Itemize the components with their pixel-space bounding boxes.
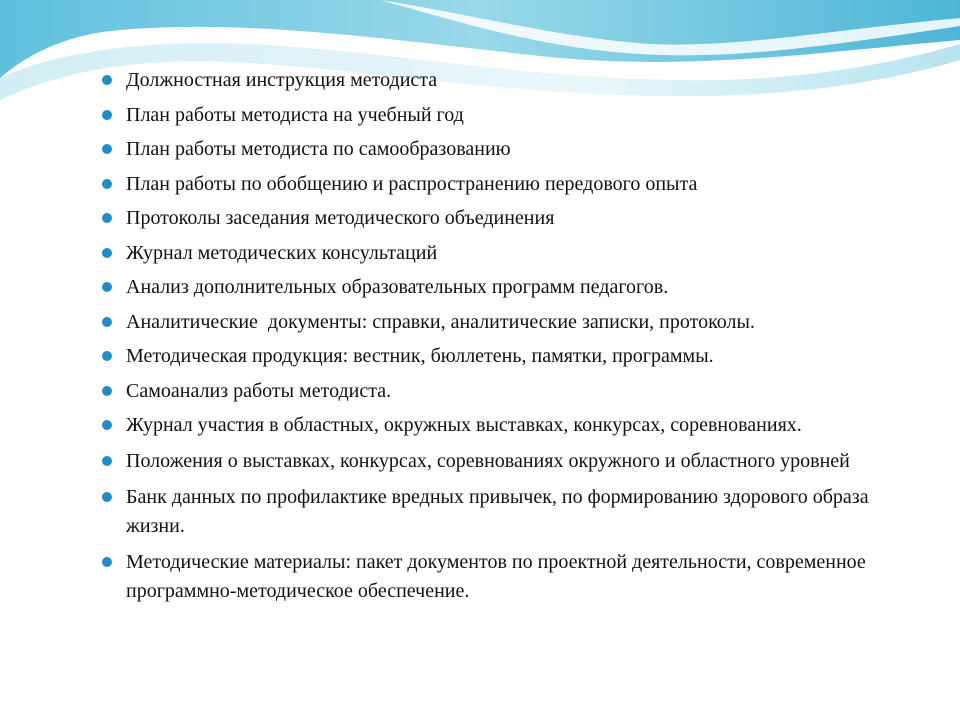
- list-item-text: План работы методиста на учебный год: [126, 103, 464, 126]
- list-item-text: План работы по обобщению и распространению передового опыта: [126, 172, 698, 195]
- list-item: [100, 548, 920, 606]
- list-item-text: Методические материалы: пакет документов по проектной деятельности, современное программно-методическое обеспечение.: [126, 551, 871, 602]
- list-item: [100, 273, 920, 302]
- list-item: [100, 411, 920, 440]
- list-item-text: Аналитические документы: справки, аналитические записки, протоколы.: [126, 310, 755, 333]
- bullet-icon: [102, 420, 112, 430]
- list-item-text: Банк данных по профилактике вредных привычек, по формированию здорового образа жизни.: [126, 486, 874, 537]
- bullet-icon: [102, 317, 112, 327]
- bullet-icon: [102, 557, 112, 567]
- list-item-text: Протоколы заседания методического объединения: [126, 207, 555, 229]
- list-item-text: План работы методиста по самообразованию: [126, 138, 511, 160]
- list-item: [100, 135, 920, 164]
- bullet-icon: [102, 75, 112, 85]
- bullet-icon: [102, 144, 112, 154]
- list-item: [100, 170, 920, 199]
- bullet-icon: [102, 282, 112, 292]
- bullet-icon: [102, 110, 112, 120]
- list-item: [100, 66, 920, 95]
- list-item: [100, 377, 920, 406]
- document-list: [100, 66, 920, 613]
- list-item-text: Журнал методических консультаций: [126, 241, 438, 264]
- bullet-icon: [102, 179, 112, 189]
- list-item: [100, 239, 920, 268]
- list-item-text: Самоанализ работы методиста.: [126, 379, 392, 402]
- list-item-text: Положения о выставках, конкурсах, соревнованиях окружного и областного уровней: [126, 450, 850, 472]
- list-item: [100, 101, 920, 130]
- list-item: [100, 204, 920, 233]
- bullet-icon: [102, 492, 112, 502]
- list-item-text: Должностная инструкция методиста: [126, 69, 438, 91]
- bullet-icon: [102, 213, 112, 223]
- list-item-text: Методическая продукция: вестник, бюллетень, памятки, программы.: [126, 345, 714, 367]
- list-item-text: Журнал участия в областных, окружных выставках, конкурсах, соревнованиях.: [126, 414, 802, 436]
- list-item: [100, 447, 920, 476]
- list-item: [100, 483, 920, 541]
- bullet-icon: [102, 351, 112, 361]
- list-item: [100, 342, 920, 371]
- list-item-text: Анализ дополнительных образовательных программ педагогов.: [126, 276, 669, 298]
- bullet-icon: [102, 456, 112, 466]
- bullet-icon: [102, 248, 112, 258]
- bullet-icon: [102, 386, 112, 396]
- list-item: [100, 308, 920, 337]
